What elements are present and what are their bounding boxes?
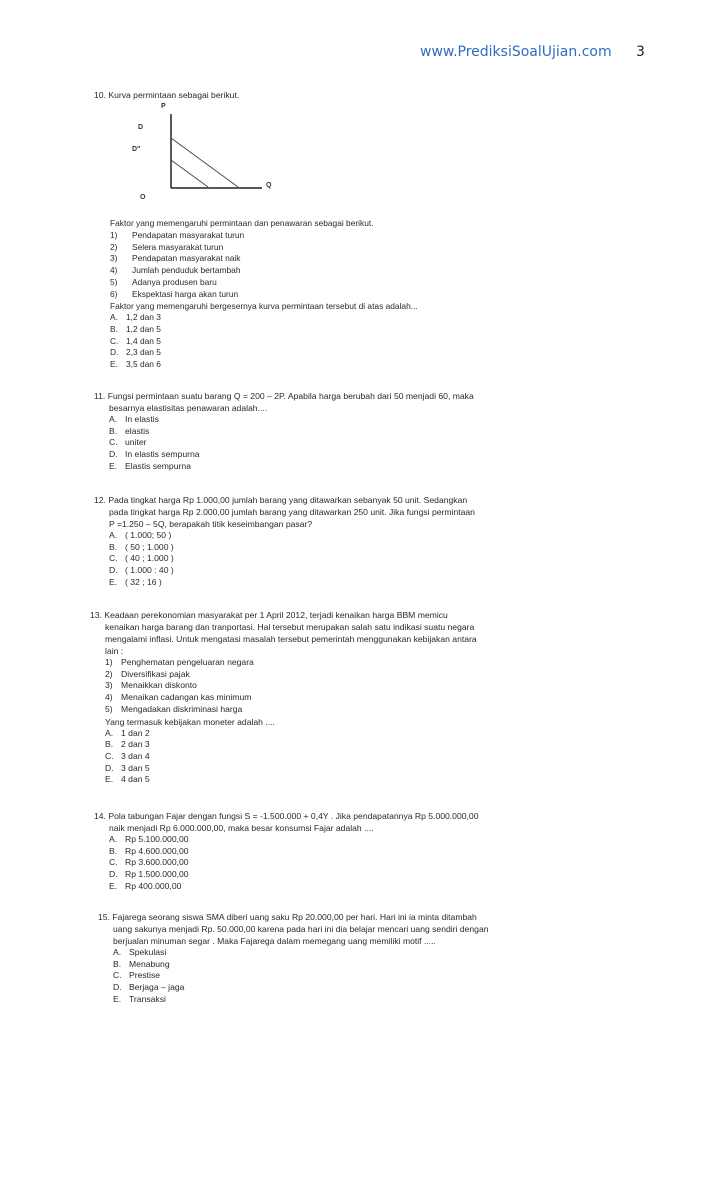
question-12-line-2: pada tingkat harga Rp 2.000,00 jumlah barang yang ditawarkan 250 unit. Jika fungsi permintaan	[109, 507, 475, 517]
option-a[interactable]: A. Rp 5.100.000,00	[109, 834, 189, 844]
factor-item: 3) Pendapatan masyarakat naik	[110, 253, 241, 264]
option-c[interactable]: C. 1,4 dan 5	[110, 335, 161, 346]
option-b[interactable]: B. elastis	[109, 425, 150, 436]
question-13-prompt: Yang termasuk kebijakan moneter adalah ....	[105, 716, 275, 727]
page-number: 3	[636, 44, 645, 60]
axis-label-p: P	[161, 103, 166, 110]
question-10-prompt: Faktor yang memengaruhi bergesernya kurva permintaan tersebut di atas adalah...	[110, 300, 418, 311]
question-13-line-1: 13. Keadaan perekonomian masyarakat per 1 April 2012, terjadi kenaikan harga BBM memicu	[90, 610, 448, 620]
question-13-line-2: kenaikan harga barang dan tranportasi. Hal tersebut merupakan salah satu indikasi suatu negara	[105, 622, 475, 632]
factors-intro: Faktor yang memengaruhi permintaan dan penawaran sebagai berikut.	[110, 218, 374, 228]
question-13	[90, 609, 600, 786]
question-14	[94, 810, 594, 893]
question-12-options	[94, 530, 594, 589]
option-e[interactable]: E. 3,5 dan 6	[110, 359, 161, 370]
question-15	[98, 911, 598, 1006]
demand-curve-d	[171, 138, 238, 187]
question-13-line-4: lain :	[105, 646, 124, 656]
option-e[interactable]: E. Transaksi	[113, 993, 166, 1004]
policy-item: 1) Penghematan pengeluaran negara	[105, 657, 254, 667]
policy-item: 4) Menaikan cadangan kas minimum	[105, 692, 252, 703]
option-d[interactable]: D. Rp 1.500.000,00	[109, 869, 189, 880]
demand-curve-graph	[128, 100, 288, 208]
question-15-options	[98, 947, 598, 1006]
axis-label-q: Q	[266, 182, 272, 189]
question-15-line-1: 15. Fajarega seorang siswa SMA diberi uang saku Rp 20.000,00 per hari. Hari ini ia minta ditambah	[98, 912, 477, 922]
option-d[interactable]: D. Berjaga – jaga	[113, 982, 185, 993]
option-b[interactable]: B. Menabung	[113, 958, 170, 969]
question-10-factors	[110, 218, 510, 371]
option-a[interactable]: A. Spekulasi	[113, 947, 167, 957]
option-a[interactable]: A. 1,2 dan 3	[110, 312, 161, 323]
option-b[interactable]: B. ( 50 ; 1.000 )	[109, 541, 174, 552]
question-14-line-1: 14. Pola tabungan Fajar dengan fungsi S = -1.500.000 + 0,4Y . Jika pendapatannya Rp 5.000.000,00	[94, 811, 479, 821]
question-12-line-3: P =1.250 – 5Q, berapakah titik keseimbangan pasar?	[109, 519, 313, 529]
option-e[interactable]: E. Rp 400.000,00	[109, 880, 182, 891]
option-d[interactable]: D. 3 dan 5	[105, 762, 150, 773]
option-c[interactable]: C. 3 dan 4	[105, 750, 150, 761]
option-c[interactable]: C. ( 40 ; 1.000 )	[109, 553, 174, 564]
factor-item: 1) Pendapatan masyarakat turun	[110, 229, 245, 240]
question-15-line-2: uang sakunya menjadi Rp. 50.000,00 karena pada hari ini dia belajar mencari uang sendiri dengan	[113, 924, 489, 934]
question-15-line-3: berjualan minuman segar . Maka Fajarega dalam memegang uang memiliki motif .....	[113, 936, 436, 946]
option-a[interactable]: A. ( 1.000; 50 )	[109, 530, 172, 540]
option-d[interactable]: D. In elastis sempurna	[109, 449, 200, 460]
option-e[interactable]: E. 4 dan 5	[105, 774, 150, 785]
origin-label: O	[140, 194, 146, 201]
page-header	[420, 44, 710, 64]
option-b[interactable]: B. Rp 4.600.000,00	[109, 845, 189, 856]
site-url[interactable]: www.PrediksiSoalUjian.com	[420, 44, 612, 60]
factor-item: 4) Jumlah penduduk bertambah	[110, 265, 241, 276]
option-b[interactable]: B. 2 dan 3	[105, 739, 150, 750]
curve-label-d2: D"	[132, 146, 141, 153]
policy-item: 2) Diversifikasi pajak	[105, 668, 190, 679]
factor-item: 6) Ekspektasi harga akan turun	[110, 288, 239, 299]
question-13-options	[90, 728, 600, 787]
option-c[interactable]: C. Prestise	[113, 970, 161, 981]
demand-curve-d2	[171, 160, 208, 187]
question-11-line-1: 11. Fungsi permintaan suatu barang Q = 200 – 2P. Apabila harga berubah dari 50 menjadi 60, maka	[94, 391, 474, 401]
question-12-line-1: 12. Pada tingkat harga Rp 1.000,00 jumlah barang yang ditawarkan sebanyak 50 unit. Sedangkan	[94, 495, 468, 505]
policy-item: 3) Menaikkan diskonto	[105, 680, 197, 691]
question-14-line-2: naik menjadi Rp 6.000.000,00, maka besar konsumsi Fajar adalah ....	[109, 823, 374, 833]
option-e[interactable]: E. Elastis sempurna	[109, 460, 191, 471]
demand-curve-svg	[128, 100, 288, 208]
question-12	[94, 494, 594, 589]
factor-item: 5) Adanya produsen baru	[110, 276, 217, 287]
policy-item: 5) Mengadakan diskriminasi harga	[105, 703, 243, 714]
question-11-options	[94, 414, 594, 473]
option-b[interactable]: B. 1,2 dan 5	[110, 324, 161, 335]
question-11	[94, 390, 594, 473]
option-d[interactable]: D. 2,3 dan 5	[110, 347, 161, 358]
question-10-options	[110, 312, 510, 371]
question-13-line-3: mengalami inflasi. Untuk mengatasi masalah tersebut pemerintah menggunakan kebijakan antara	[105, 634, 477, 644]
factor-item: 2) Selera masyarakat turun	[110, 241, 224, 252]
question-13-policy-list	[90, 657, 600, 716]
option-a[interactable]: A. In elastis	[109, 414, 159, 424]
option-e[interactable]: E. ( 32 ; 16 )	[109, 576, 162, 587]
option-c[interactable]: C. uniter	[109, 437, 147, 448]
question-11-line-2: besarnya elastisitas penawaran adalah....	[109, 403, 268, 413]
curve-label-d: D	[138, 124, 144, 131]
option-c[interactable]: C. Rp 3.600.000,00	[109, 857, 189, 868]
option-d[interactable]: D. ( 1.000 : 40 )	[109, 565, 174, 576]
question-10-stem: 10. Kurva permintaan sebagai berikut.	[94, 90, 240, 100]
question-14-options	[94, 834, 594, 893]
option-a[interactable]: A. 1 dan 2	[105, 727, 150, 738]
